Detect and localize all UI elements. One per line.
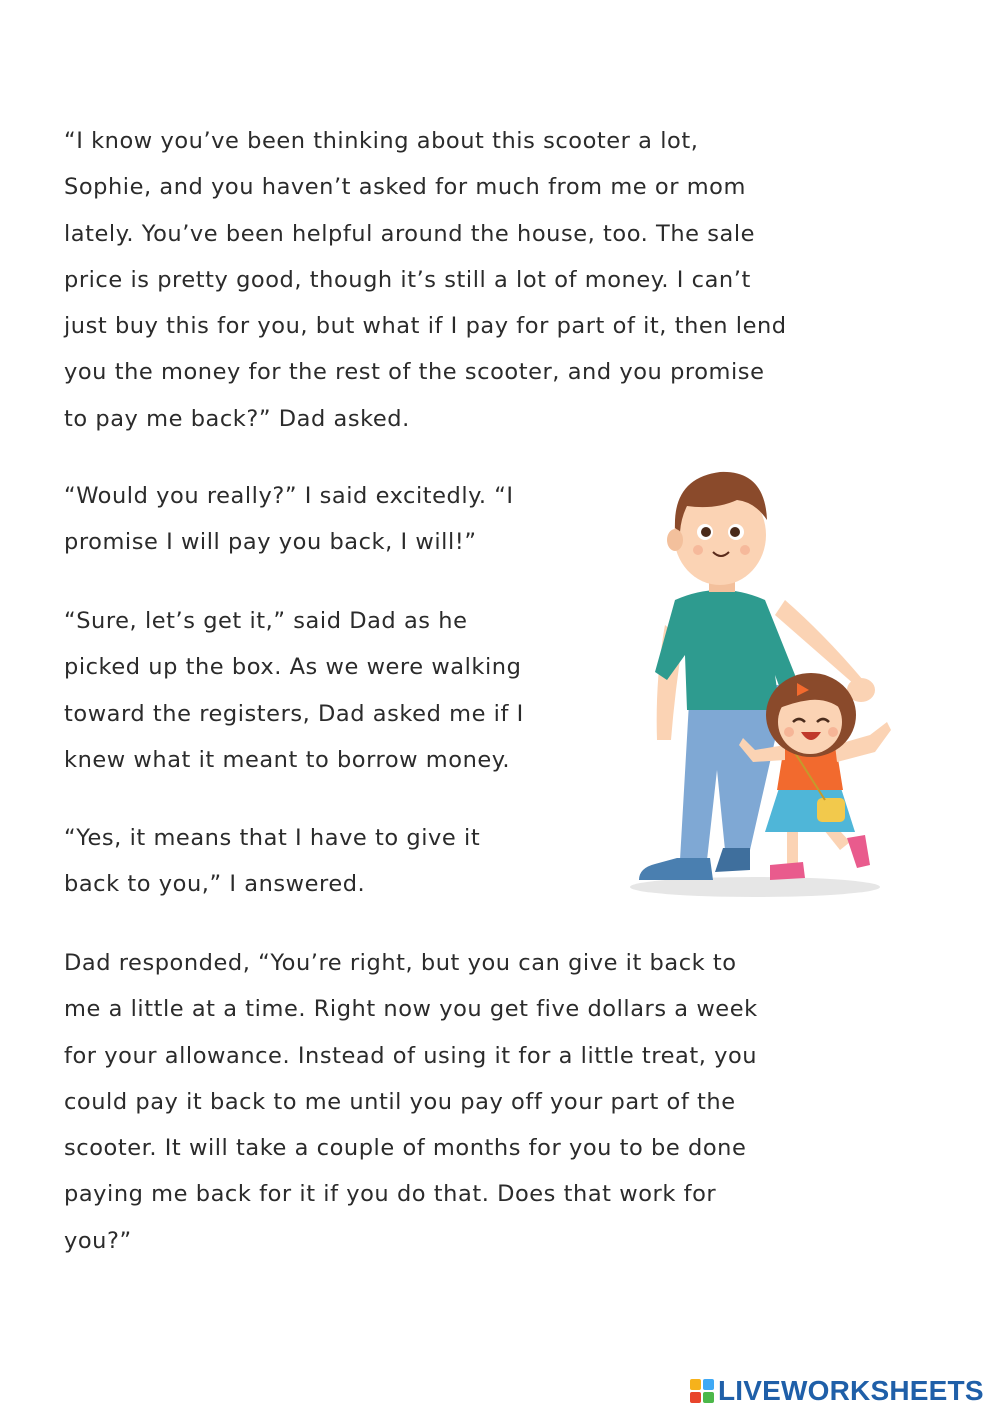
text-line: back to you,” I answered. (64, 871, 366, 898)
text-line: “Sure, let’s get it,” said Dad as he (64, 608, 468, 634)
text-line: to pay me back?” Dad asked. (64, 405, 410, 432)
text-line: me a little at a time. Right now you get five dollars a week (64, 996, 758, 1023)
text-line: Dad responded, “You’re right, but you can give it back to (64, 950, 737, 976)
text-line: lately. You’ve been helpful around the house, too. The sale (64, 220, 756, 247)
text-line: for your allowance. Instead of using it for a little treat, you (64, 1042, 758, 1069)
story-paragraph-3 (64, 598, 524, 783)
text-line: “I know you’ve been thinking about this scooter a lot, (64, 128, 699, 154)
story-paragraph-2 (64, 473, 514, 566)
story-paragraph-5 (64, 940, 758, 1264)
text-line: you?” (64, 1227, 132, 1254)
text-line: Sophie, and you haven’t asked for much from me or mom (64, 174, 746, 201)
text-line: paying me back for it if you do that. Does that work for (64, 1181, 717, 1208)
liveworksheets-logo-icon (690, 1379, 714, 1403)
text-line: scooter. It will take a couple of months for you to be done (64, 1135, 747, 1162)
text-line: you the money for the rest of the scooter, and you promise (64, 359, 765, 386)
text-line: “Yes, it means that I have to give it (64, 825, 481, 851)
text-line: promise I will pay you back, I will!” (64, 529, 477, 556)
text-line: picked up the box. As we were walking (64, 654, 522, 681)
father-and-daughter-illustration (625, 440, 905, 910)
story-paragraph-1 (64, 118, 787, 442)
text-line: “Would you really?” I said excitedly. “I (64, 483, 514, 509)
text-line: knew what it meant to borrow money. (64, 746, 511, 773)
story-paragraph-4 (64, 815, 480, 908)
text-line: just buy this for you, but what if I pay for part of it, then lend (64, 313, 787, 340)
text-line: price is pretty good, though it’s still a lot of money. I can’t (64, 266, 751, 293)
liveworksheets-logo (690, 1374, 984, 1408)
text-line: toward the registers, Dad asked me if I (64, 700, 524, 727)
text-line: could pay it back to me until you pay off your part of the (64, 1088, 736, 1115)
logo-text: LIVEWORKSHEETS (718, 1375, 984, 1406)
